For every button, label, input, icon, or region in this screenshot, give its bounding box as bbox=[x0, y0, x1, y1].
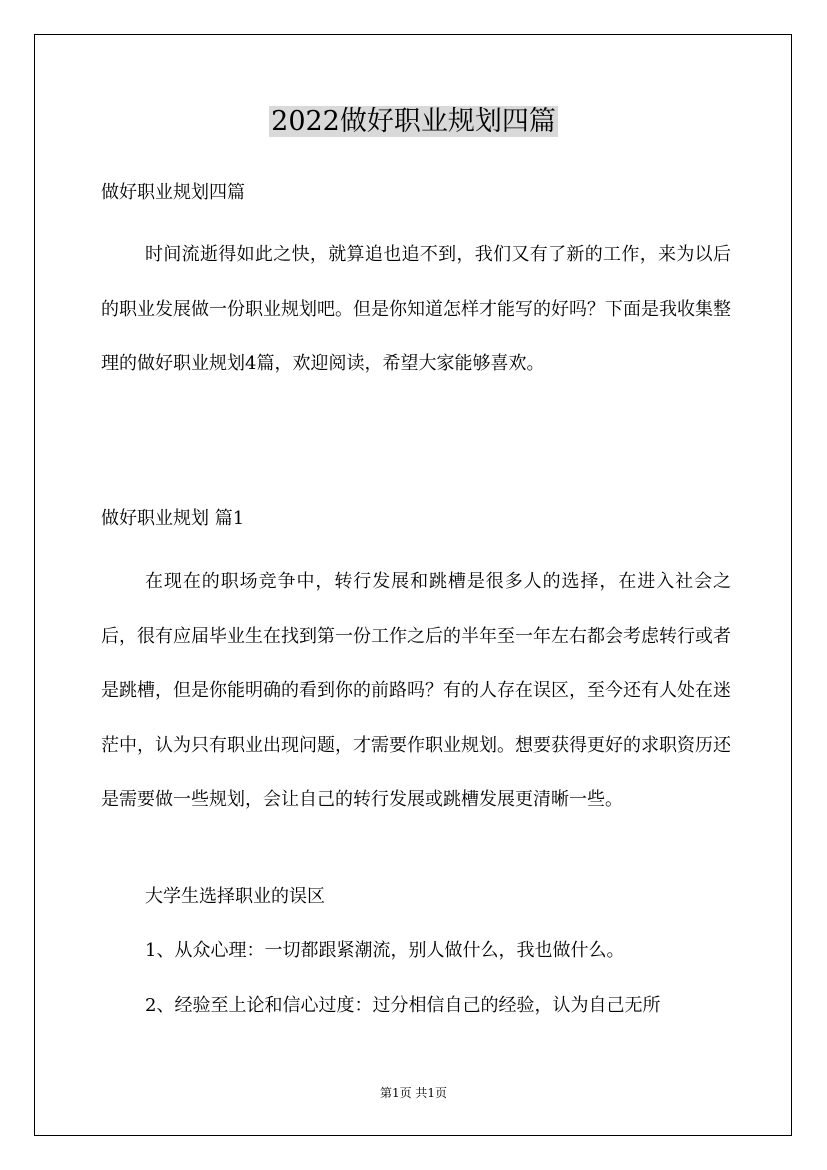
intro-paragraph: 时间流逝得如此之快，就算追也追不到，我们又有了新的工作，来为以后的职业发展做一份职业规划吧。但是你知道怎样才能写的好吗？下面是我收集整理的做好职业规划4篇，欢迎阅读，希望大家能够喜欢。 bbox=[101, 244, 731, 374]
section-paragraph: 在现在的职场竞争中，转行发展和跳槽是很多人的选择，在进入社会之后，很有应届毕业生在找到第一份工作之后的半年至一年左右都会考虑转行或者是跳槽，但是你能明确的看到你的前路吗？有的人存在误区，至今还有人处在迷茫中，认为只有职业出现问题，才需要作职业规划。想要获得更好的求职资历还是需要做一些规划，会让自己的转行发展或跳槽发展更清晰一些。 bbox=[101, 571, 731, 810]
document-subtitle: 做好职业规划四篇 bbox=[101, 182, 245, 203]
list-item-2: 2、经验至上论和信心过度：过分相信自己的经验，认为自己无所 bbox=[145, 995, 661, 1016]
section-heading: 做好职业规划 篇1 bbox=[101, 508, 245, 529]
document-title bbox=[0, 100, 827, 144]
document-title-text: 2022做好职业规划四篇 bbox=[271, 106, 556, 137]
list-heading: 大学生选择职业的误区 bbox=[145, 886, 325, 907]
page-footer: 第1页 共1页 bbox=[379, 1086, 448, 1100]
list-item-1: 1、从众心理：一切都跟紧潮流，别人做什么，我也做什么。 bbox=[145, 940, 625, 961]
